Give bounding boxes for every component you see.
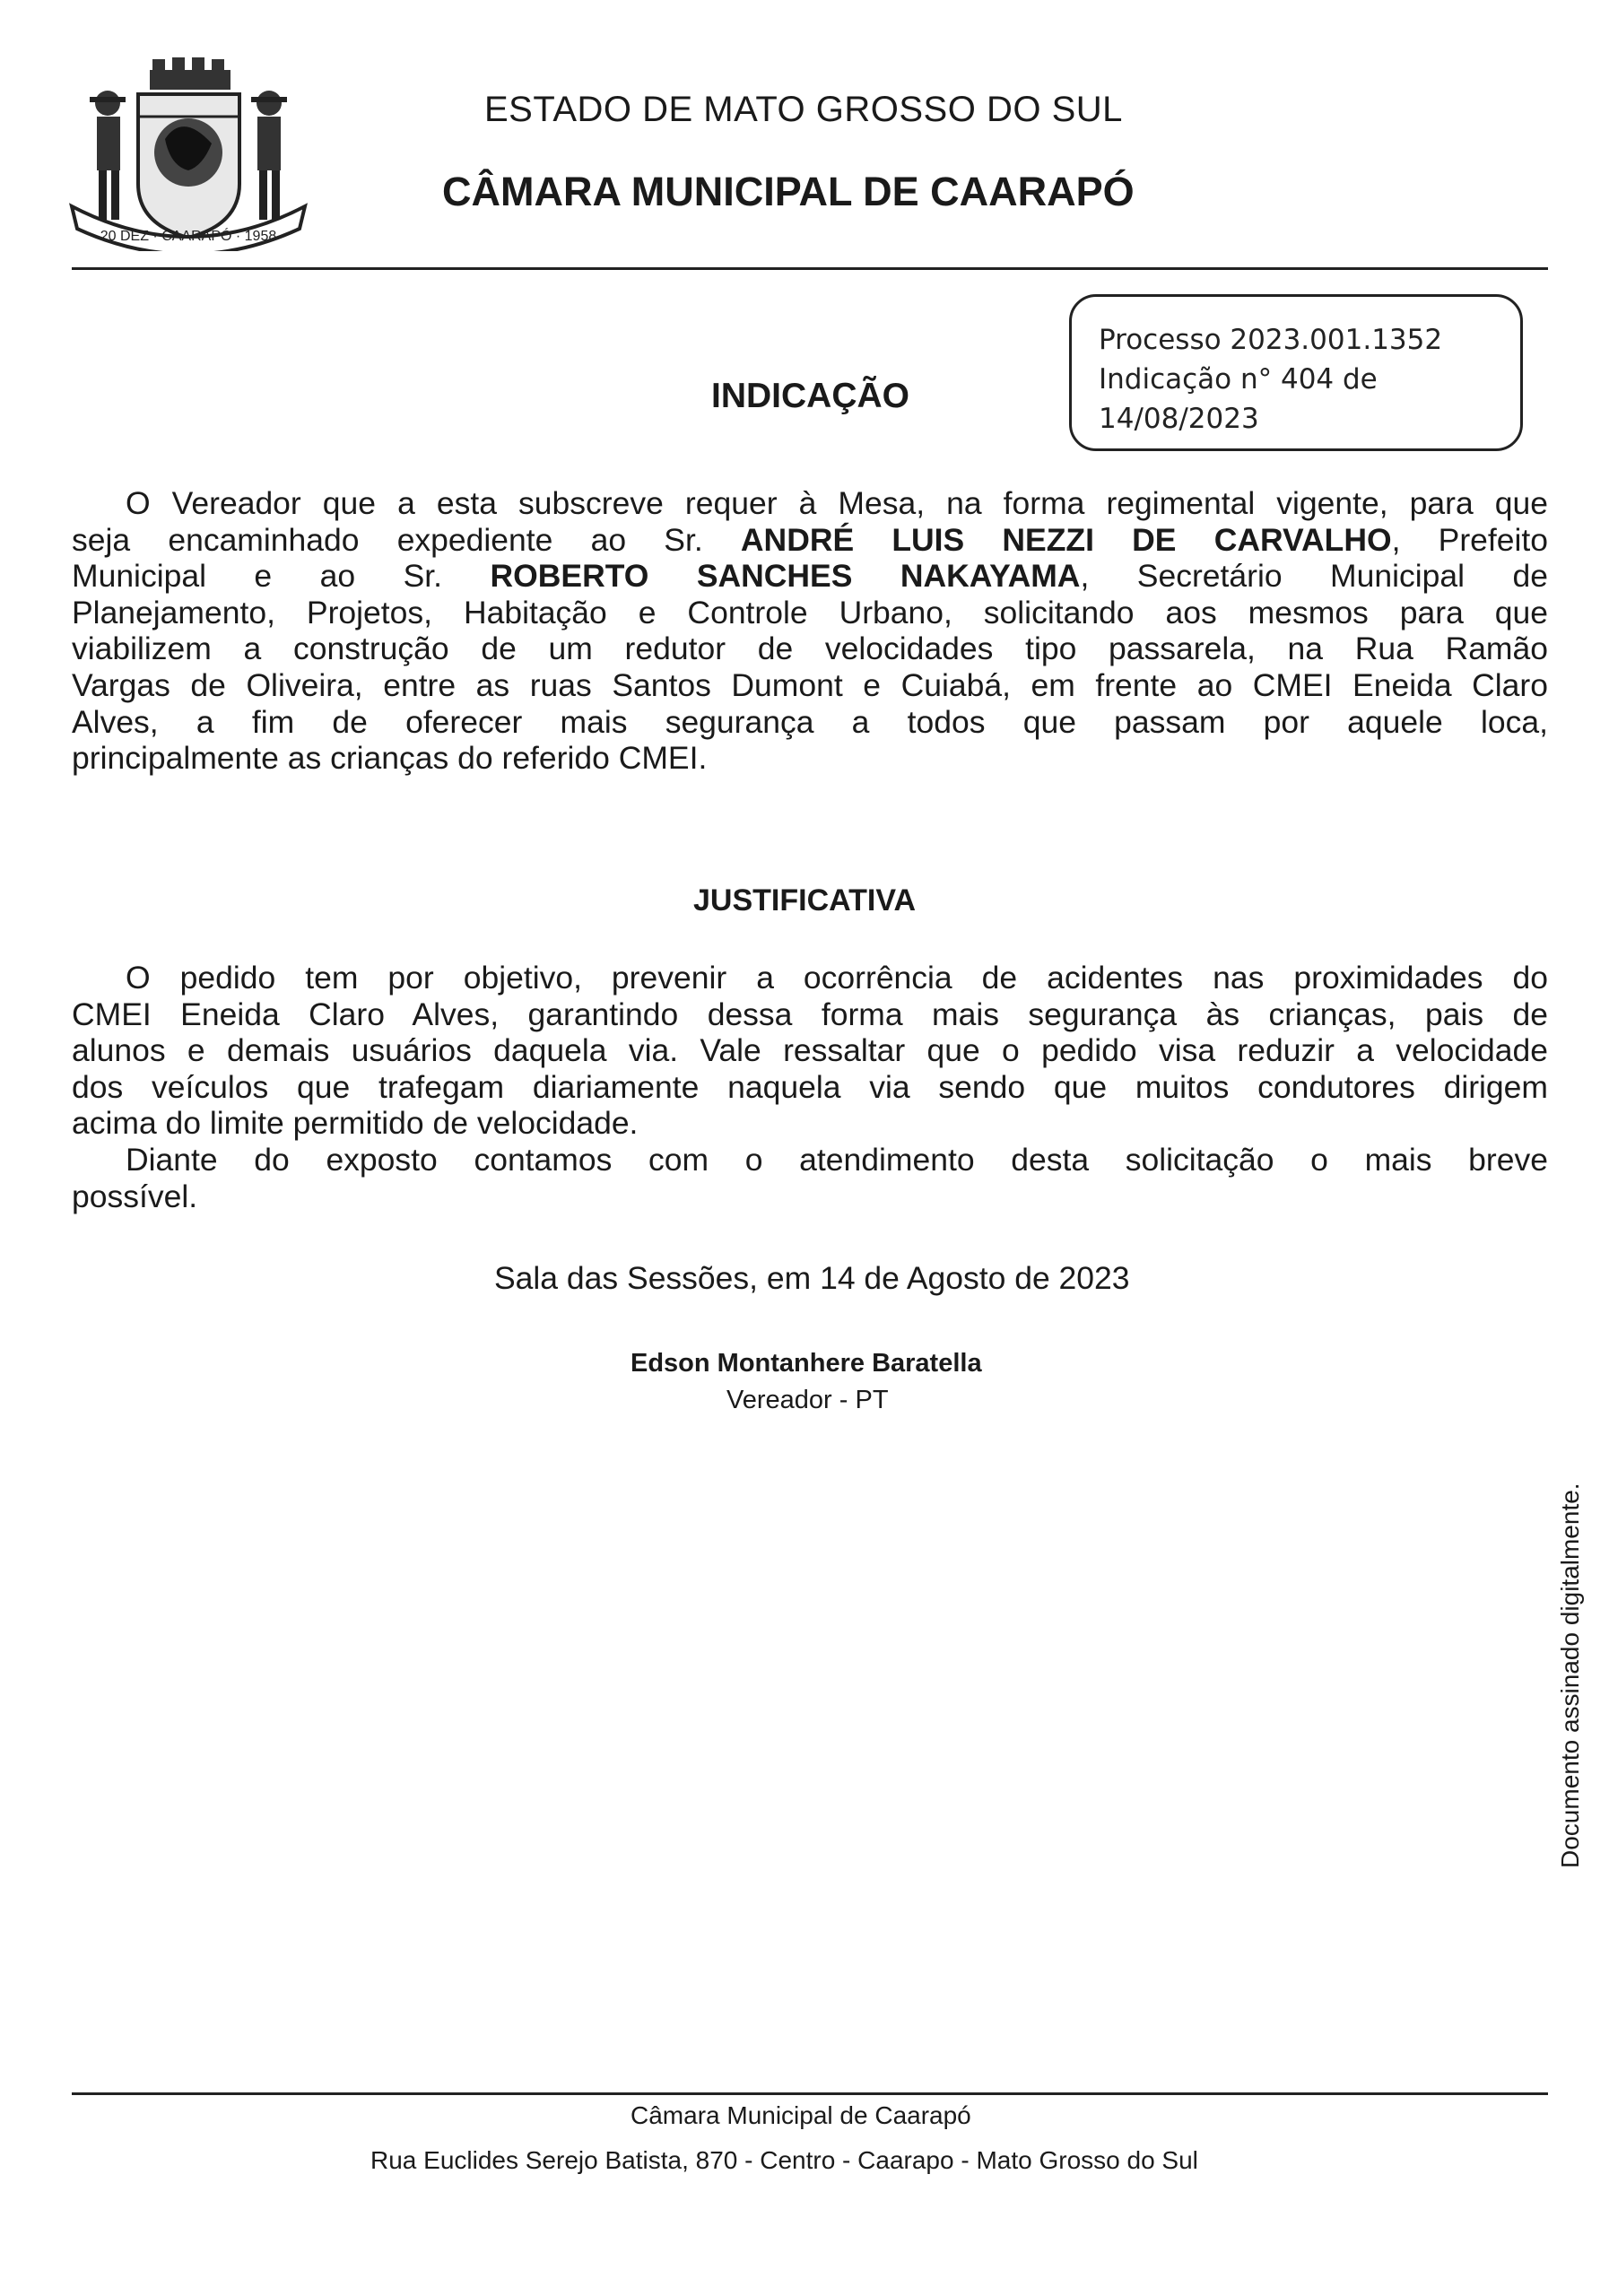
justification-line: O pedido tem por objetivo, prevenir a ocorrência de acidentes nas proximidades do bbox=[126, 960, 1548, 996]
footer-divider bbox=[72, 2092, 1548, 2095]
justification-line: dos veículos que trafegam diariamente naquela via sendo que muitos condutores dirigem bbox=[72, 1068, 1548, 1105]
intro-line: Vargas de Oliveira, entre as ruas Santos Dumont e Cuiabá, em frente ao CMEI Eneida Claro bbox=[72, 666, 1548, 703]
intro-line: Alves, a fim de oferecer mais segurança a todos que passam por aquele loca, bbox=[72, 703, 1548, 740]
justification-title: JUSTIFICATIVA bbox=[693, 883, 917, 918]
justification-line: CMEI Eneida Claro Alves, garantindo dessa forma mais segurança às crianças, pais de bbox=[72, 996, 1548, 1032]
justification-line: acima do limite permitido de velocidade. bbox=[72, 1105, 639, 1142]
mayor-name: ANDRÉ LUIS NEZZI DE CARVALHO bbox=[740, 521, 1392, 558]
intro-line: Municipal e ao Sr. ROBERTO SANCHES NAKAYAMA, Secretário Municipal de bbox=[72, 558, 1548, 595]
header-divider bbox=[72, 267, 1548, 270]
intro-line: O Vereador que a esta subscreve requer à Mesa, na forma regimental vigente, para que bbox=[126, 485, 1548, 521]
organization-name: CÂMARA MUNICIPAL DE CAARAPÓ bbox=[442, 169, 1135, 214]
municipal-seal-logo bbox=[65, 54, 311, 251]
indication-number: Indicação n° 404 de bbox=[1099, 363, 1378, 396]
document-title: INDICAÇÃO bbox=[711, 377, 909, 415]
state-name: ESTADO DE MATO GROSSO DO SUL bbox=[484, 90, 1123, 129]
place-and-date: Sala das Sessões, em 14 de Agosto de 2023 bbox=[494, 1260, 1130, 1296]
process-number: Processo 2023.001.1352 bbox=[1099, 324, 1443, 356]
footer-organization: Câmara Municipal de Caarapó bbox=[631, 2101, 971, 2129]
intro-line: Planejamento, Projetos, Habitação e Controle Urbano, solicitando aos mesmos para que bbox=[72, 594, 1548, 631]
process-stamp bbox=[1069, 294, 1523, 451]
intro-paragraph bbox=[72, 485, 1548, 777]
seal-ribbon-text: 20 DEZ · CAARAPÓ · 1958 bbox=[100, 229, 277, 244]
intro-line: viabilizem a construção de um redutor de velocidades tipo passarela, na Rua Ramão bbox=[72, 631, 1548, 667]
justification-line: Diante do exposto contamos com o atendimento desta solicitação o mais breve bbox=[126, 1141, 1548, 1178]
signer-name: Edson Montanhere Baratella bbox=[631, 1349, 982, 1378]
intro-line: seja encaminhado expediente ao Sr. ANDRÉ LUIS NEZZI DE CARVALHO, Prefeito bbox=[72, 521, 1549, 558]
footer-address: Rua Euclides Serejo Batista, 870 - Centro - Caarapo - Mato Grosso do Sul bbox=[370, 2146, 1198, 2174]
intro-line: principalmente as crianças do referido CMEI. bbox=[72, 740, 708, 777]
indication-date: 14/08/2023 bbox=[1099, 403, 1259, 435]
secretary-name: ROBERTO SANCHES NAKAYAMA bbox=[490, 558, 1081, 595]
justification-paragraph bbox=[72, 960, 1548, 1214]
signer-role: Vereador - PT bbox=[726, 1386, 889, 1414]
justification-line: possível. bbox=[72, 1178, 198, 1214]
justification-line: alunos e demais usuários daquela via. Vale ressaltar que o pedido visa reduzir a velocidade bbox=[72, 1032, 1548, 1069]
digital-signature-note: Documento assinado digitalmente. bbox=[1556, 1483, 1584, 1868]
